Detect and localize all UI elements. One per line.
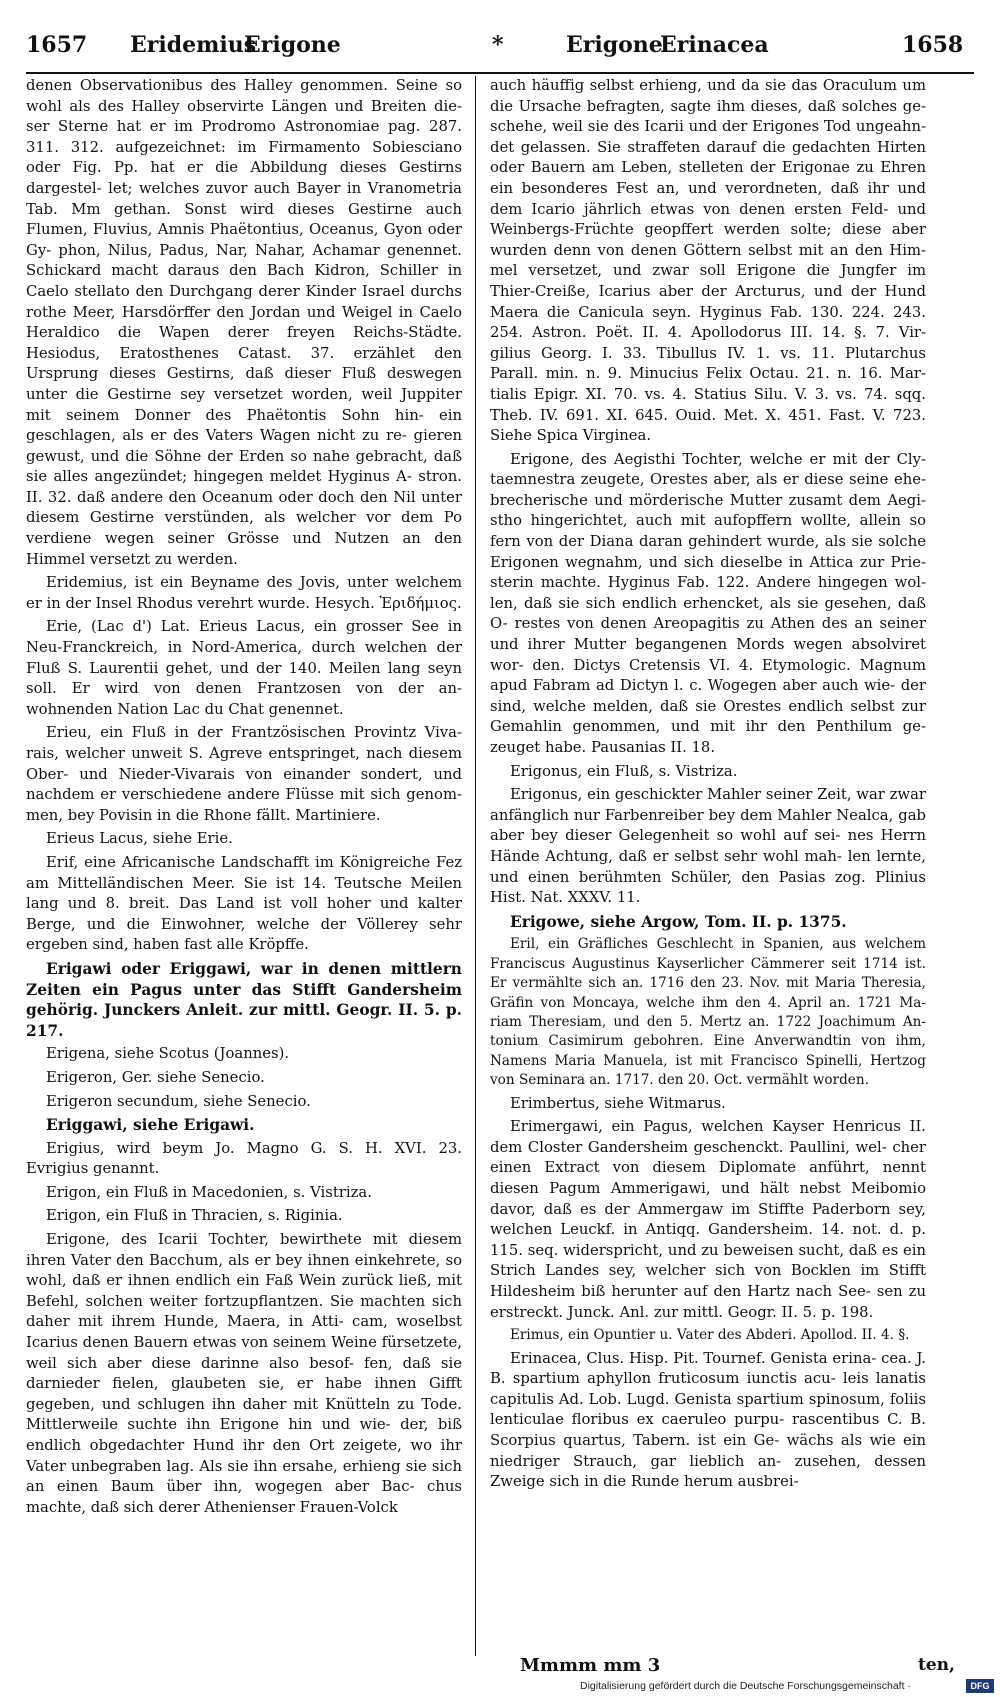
entry-eridemius: Eridemius, ist ein Beyname des Jovis, unter welchem er in der Insel Rhodus verehrt wurde. Hesych. Ἐριδήμιος.: [26, 574, 462, 612]
entry-erigeron-secundum: Erigeron secundum, siehe Senecio.: [46, 1092, 311, 1110]
header-word-right-2: Erinacea: [660, 32, 769, 58]
entry-erigone-aegisthi: Erigone, des Aegisthi Tochter, welche er mit der Cly- taemnestra zeugete, Orestes aber, als er diese seine ehe- brecherische und mörderische Mutter zusamt dem Aegi- stho hingerichtet, auch mit aufopffern wollte, allein so fern von der Diana daran gehindert wurde, als sie solche Erigonen wegnahm, und sich dieselbe in Attica zur Prie- sterin machte. Hyginus Fab. 122. Andere hingegen wol- len, daß sie sich endlich erhencket, als sie gesehen, daß O- restes von denen Areopagitis zu Athen des an seiner und ihrer Mutter begangenen Mords wegen absolviret wor- den. Dictys Cretensis VI. 4. Etymologic. Magnum apud Fabram ad Dictyn l. c. Wogegen aber auch wie- der sind, welche melden, daß sie Orestes endlich selbst zur Gemahlin genommen, und mit ihr den Penthilum ge- zeuget habe. Pausanias II. 18.: [490, 450, 926, 756]
header-word-left-2: Erigone: [244, 32, 341, 58]
entry-erigon-thracien: Erigon, ein Fluß in Thracien, s. Riginia.: [46, 1207, 343, 1225]
page-number-left: 1657: [26, 32, 88, 58]
entry-continuation-erigone: auch häuffig selbst erhieng, und da sie das Oraculum um die Ursache befragten, sagte ihm dieses, daß solches ge- schehe, weil sie des Icarii und der Erigones Tod ungeahn- det gelassen. Sie straffeten darauf die gedachten Hirten oder Bauern am Leben, stelleten der Erigonae zu Ehren ein besonderes Fest an, und verordneten, daß ihr und dem Icario jährlich etwas von denen ersten Feld- und Weinbergs-Früchte geopffert werden solte; diese aber wurden denn von denen Göttern selbst mit an den Him- mel versetzet, und zwar soll Erigone die Jungfer im Thier-Creiße, Icarius aber der Arcturus, und der Hund Maera die Canicula seyn. Hyginus Fab. 130. 224. 243. 254. Astron. Poët. II. 4. Apollodorus III. 14. §. 7. Vir- gilius Georg. I. 33. Tibullus IV. 1. vs. 11. Plutarchus Parall. min. n. 9. Minucius Felix Octau. 21. n. 16. Mar- tialis Epigr. XI. 70. vs. 4. Statius Silu. V. 3. vs. 74. sqq. Theb. IV. 691. XI. 645. Ouid. Met. X. 451. Fast. V. 723. Siehe Spica Virginea.: [490, 77, 926, 445]
right-column: [490, 76, 926, 1651]
entry-erigonus-mahler: Erigonus, ein geschickter Mahler seiner Zeit, war zwar anfänglich nur Farbenreiber bey dem Mahler Nealca, gab aber bey dieser Gelegenheit so wohl auf sei- nes Herrn Hände Achtung, daß er selbst sehr wohl mah- len lernte, und einen berühmten Schüler, den Pasias zog. Plinius Hist. Nat. XXXV. 11.: [490, 786, 926, 907]
page-number-right: 1658: [902, 32, 964, 58]
entry-eril: Eril, ein Gräfliches Geschlecht in Spanien, aus welchem Franciscus Augustinus Kayserlicher Cämmerer seit 1714 ist. Er vermählte sich an. 1716 den 23. Nov. mit Maria Theresia, Gräfin von Moncaya, welche ihm den 4. April an. 1721 Ma- riam Theresiam, und den 5. Mertz an. 1722 Joachimum An- tonium Casimirum gebohren. Eine Anverwandtin von ihm, Namens Maria Manuela, ist mit Francisco Spinelli, Hertzog von Seminara an. 1717. den 20. Oct. vermählt worden.: [490, 936, 926, 1089]
entry-erif: Erif, eine Africanische Landschafft im Königreiche Fez am Mittelländischen Meer. Sie ist 14. Teutsche Meilen lang und 8. breit. Das Land ist voll hoher und kalter Berge, und die Einwohner, welche der Völlerey sehr ergeben sind, haben fast alle Kröpffe.: [26, 853, 462, 954]
header-word-right-1: Erigone: [566, 32, 663, 58]
left-column: [26, 76, 462, 1651]
entry-erigonus-fluss: Erigonus, ein Fluß, s. Vistriza.: [510, 762, 738, 780]
entry-erigon-macedonien: Erigon, ein Fluß in Macedonien, s. Vistriza.: [46, 1183, 372, 1201]
entry-erigius: Erigius, wird beym Jo. Magno G. S. H. XVI. 23. Evrigius genannt.: [26, 1139, 462, 1178]
column-divider: [475, 76, 476, 1656]
entry-erie: Erie, (Lac d') Lat. Erieus Lacus, ein grosser See in Neu-Franckreich, in Nord-America, durch welchen der Fluß S. Laurentii gehet, und der 140. Meilen lang seyn soll. Er wird von denen Frantzosen von der an- wohnenden Nation Lac du Chat genennet.: [26, 618, 462, 718]
entry-erigowe: Erigowe, siehe Argow, Tom. II. p. 1375.: [510, 912, 847, 931]
dfg-logo: DFG: [966, 1679, 994, 1693]
entry-continuation-eridanus: denen Observationibus des Halley genommen. Seine so wohl als des Halley observirte Längen und Breiten die- ser Sterne hat er im Prodromo Astronomiae pag. 287. 311. 312. aufgezeichnet: im Firmamento Sobiesciano oder Fig. Pp. hat er die Abbildung dieses Gestirns dargestel- let; welches zuvor auch Bayer in Vranometria Tab. Mm gethan. Sonst wird dieses Gestirne auch Flumen, Fluvius, Amnis Phaëtontius, Oceanus, Gyon oder Gy- phon, Nilus, Padus, Nar, Nahar, Achamar genennet. Schickard macht daraus den Bach Kidron, Schiller in Caelo stellato den Durchgang derer Kinder Israel durchs rothe Meer, Harsdörffer den Jordan und Weigel in Caelo Heraldico die Wapen derer freyen Reichs-Städte. Hesiodus, Eratosthenes Catast. 37. erzählet den Ursprung dieses Gestirns, daß dieser Fluß deswegen unter die Gestirne sey versetzet worden, weil Juppiter mit seinem Donner des Phaëtontis Sohn hin- ein geschlagen, als er des Vaters Wagen nicht zu re- gieren gewust, und die Söhne der Erden so nahe gebracht, daß sie alles angezündet; hingegen meldet Hyginus A- stron. II. 32. daß andere den Oceanum oder doch den Nil unter diesem Gestirne verstünden, als welcher vor dem Po verdiene wegen seiner Grösse und Nutzen an den Himmel versetzt zu werden.: [26, 77, 462, 568]
signature-mark: Mmmm mm 3: [520, 1655, 661, 1676]
entry-eriggawi: Eriggawi, siehe Erigawi.: [46, 1116, 255, 1135]
page-header: [26, 18, 974, 64]
header-word-left-1: Eridemius: [130, 32, 257, 58]
entry-erieu: Erieu, ein Fluß in der Frantzösischen Provintz Viva- rais, welcher unweit S. Agreve entspringet, nach diesem Ober- und Nieder-Vivarais von einander sondert, und nachdem er verschiedene andere Flüsse mit sich genom- men, bey Povisin in die Rhone fällt. Martiniere.: [26, 724, 462, 824]
catchword: ten,: [918, 1655, 955, 1675]
entry-erimergawi: Erimergawi, ein Pagus, welchen Kayser Henricus II. dem Closter Gandersheim geschenckt. Paullini, wel- cher einen Extract von diesem Diplomate anführt, nennt diesen Pagum Ammerigawi, und hält nebst Meibomio davor, daß es der Ammergaw im Stiffte Paderborn sey, welchen Leuckf. in Antiqq. Gandersheim. 14. not. d. p. 115. seq. widerspricht, und zu beweisen sucht, daß es ein Strich Landes sey, welcher sich von Bocklen im Stifft Hildesheim biß herunter auf den Hartz nach See- sen zu erstreckt. Junck. Anl. zur mittl. Geogr. II. 5. p. 198.: [490, 1118, 926, 1321]
header-center-mark: *: [492, 32, 504, 58]
entry-erigeron: Erigeron, Ger. siehe Senecio.: [46, 1068, 265, 1086]
header-rule: [26, 72, 974, 74]
entry-erimbertus: Erimbertus, siehe Witmarus.: [510, 1094, 726, 1112]
entry-erieus-lacus: Erieus Lacus, siehe Erie.: [46, 830, 233, 848]
digitization-credit: Digitalisierung gefördert durch die Deutsche Forschungsgemeinschaft ·: [580, 1680, 911, 1692]
entry-erigena: Erigena, siehe Scotus (Joannes).: [46, 1045, 290, 1063]
entry-erimus: Erimus, ein Opuntier u. Vater des Abderi. Apollod. II. 4. §.: [510, 1327, 910, 1344]
entry-erinacea: Erinacea, Clus. Hisp. Pit. Tournef. Genista erina- cea. J. B. spartium aphyllon fruticosum iunctis acu- leis lanatis capitulis Ad. Lob. Lugd. Genista spartium spinosum, foliis lenticulae floribus ex caeruleo purpu- rascentibus C. B. Scorpius quartus, Tabern. ist ein Ge- wächs als wie ein niedriger Strauch, gar lieblich an- zusehen, dessen Zweige sich in die Runde herum ausbrei-: [490, 1349, 926, 1491]
entry-erigone-icarii: Erigone, des Icarii Tochter, bewirthete mit diesem ihren Vater den Bacchum, als er bey ihnen einkehrete, so wohl, daß er ihnen endlich ein Faß Wein zurück ließ, mit Befehl, solchen weiter fortzupflantzen. Sie machten sich daher mit ihrem Hunde, Maera, in Atti- cam, woselbst Icarius denen Bauern etwas von seinem Weine fürsetzete, weil sich aber diese darinne also besof- fen, daß sie darnieder fielen, glaubeten sie, er habe ihnen Gifft gegeben, und schlugen ihn daher mit Knütteln zu Tode. Mittlerweile suchte ihn Erigone hin und wie- der, biß endlich obgedachter Hund ihr den Ort zeigete, wo ihr Vater unbegraben lag. Als sie ihn ersahe, erhieng sie sich an einen Baum über ihn, wogegen aber Bac- chus machte, daß sich derer Athenienser Frauen-Volck: [26, 1231, 462, 1516]
entry-erigawi: Erigawi oder Eriggawi, war in denen mittlern Zeiten ein Pagus unter das Stifft Gandersheim gehörig. Junckers Anleit. zur mittl. Geogr. II. 5. p. 217.: [26, 959, 462, 1040]
